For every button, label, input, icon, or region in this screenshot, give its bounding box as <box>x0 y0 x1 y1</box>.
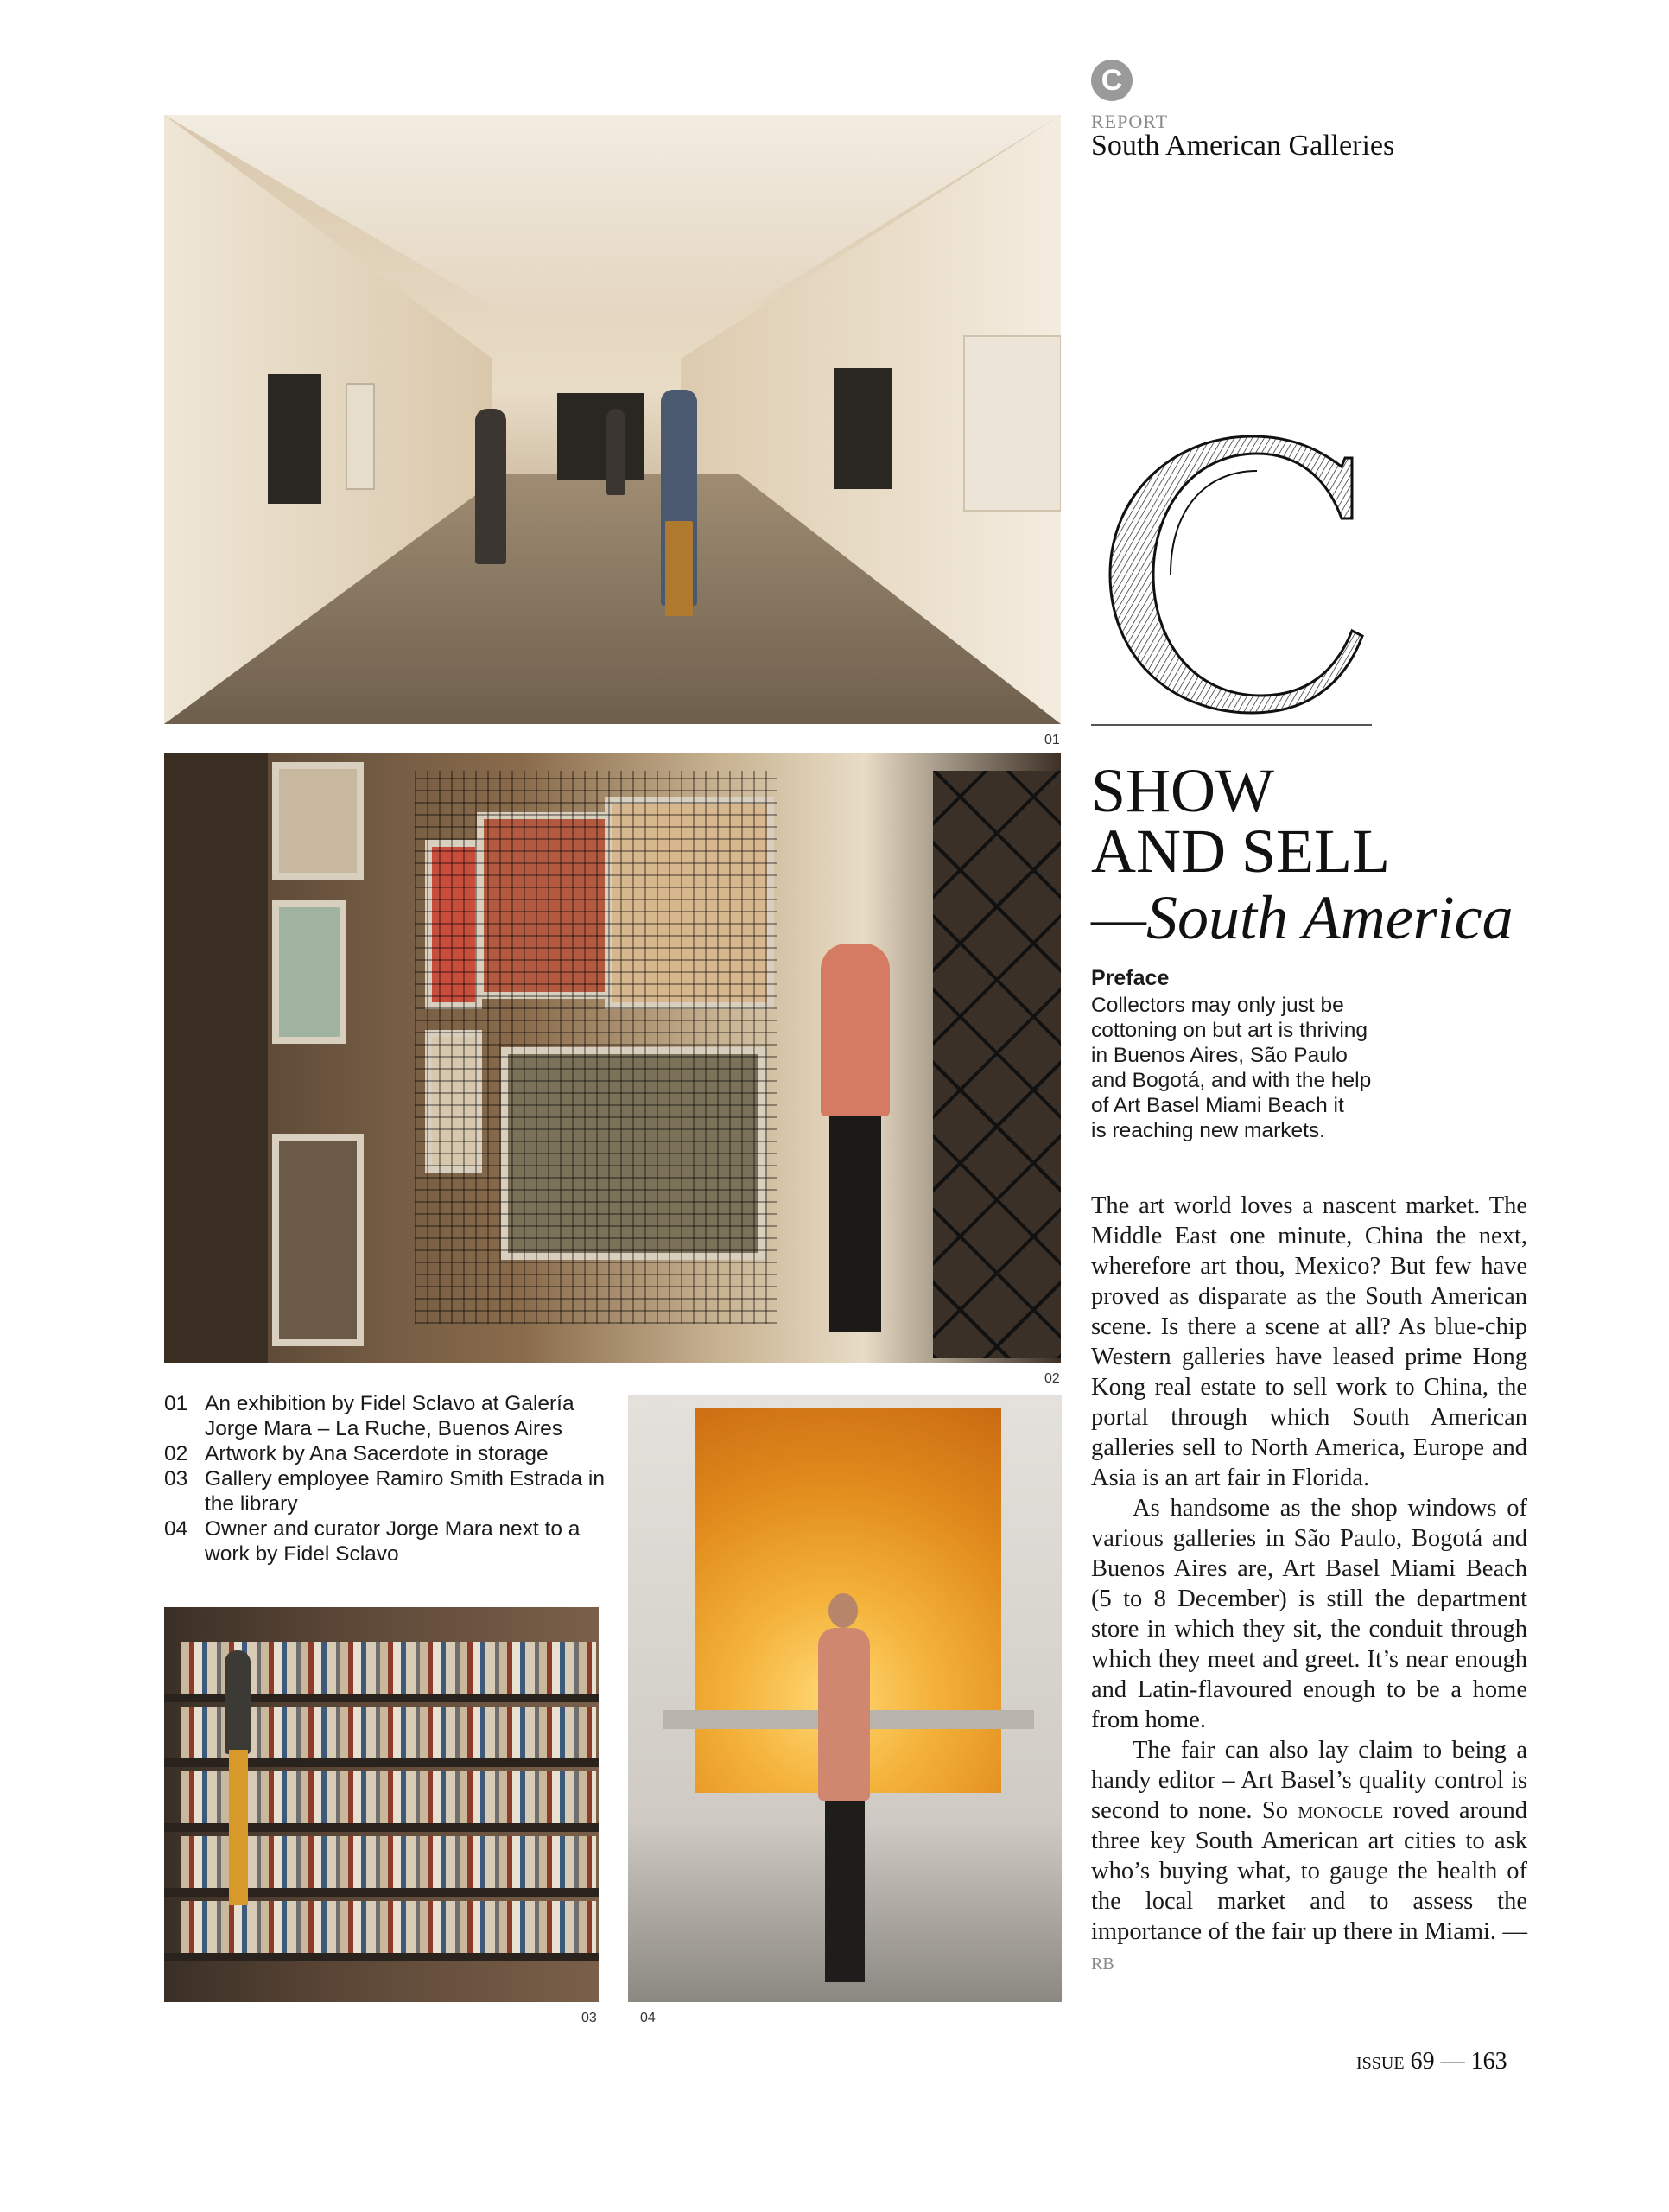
body-paragraph: The fair can also lay claim to being a handy editor – Art Basel’s quality control is second to none. So monocle roved around three key South American art cities to ask who’s buying what, to gauge the health of the local market and to assess the importance of the fair up there in Miami. — RB <box>1091 1737 1528 1974</box>
caption-item: 04 Owner and curator Jorge Mara next to a work by Fidel Sclavo <box>164 1517 581 1566</box>
brand-name: monocle <box>1298 1797 1384 1824</box>
caption-item: 01 An exhibition by Fidel Sclavo at Galería Jorge Mara – La Ruche, Buenos Aires <box>164 1392 574 1440</box>
section-label: REPORT <box>1091 111 1169 132</box>
body-paragraph: As handsome as the shop windows of various galleries in São Paulo, Bogotá and Buenos Aires are, Art Basel Miami Beach (5 to 8 December) is still the department store in which they sit, the conduit through which they meet and greet. It’s near enough and Latin-flavoured enough to be a home from home. <box>1091 1495 1527 1733</box>
body-paragraph: The art world loves a nascent market. The Middle East one minute, China the next, wherefore art thou, Mexico? But few have proved as disparate as the South American scene. Is there a scene at all? As blue-chip Western galleries have leased prime Hong Kong real estate to sell work to China, the portal through which South American galleries sell to North America, Europe and Asia is an art fair in Florida. <box>1091 1192 1527 1491</box>
preface-label: Preface <box>1091 966 1170 990</box>
photo-library <box>164 1607 599 2002</box>
page-folio: issue 69 — 163 <box>1356 2048 1507 2075</box>
author-initials: RB <box>1091 1955 1114 1974</box>
preface-text: Collectors may only just be cottoning on but art is thriving in Buenos Aires, São Paulo and Bogotá, and with the help of Art Basel Miami Beach it is reaching new markets. <box>1091 994 1372 1142</box>
drop-cap-c-icon <box>1093 423 1387 717</box>
photo-number-03: 03 <box>581 2011 597 2025</box>
photo-orange-painting <box>628 1395 1062 2002</box>
photo-captions <box>164 1391 613 1567</box>
photo-number-04: 04 <box>640 2011 656 2025</box>
photo-number-02: 02 <box>1044 1371 1060 1386</box>
section-c-icon: C <box>1091 60 1133 101</box>
article-headline: SHOW AND SELL <box>1091 756 1390 886</box>
photo-number-01: 01 <box>1044 733 1060 747</box>
article-headline-subtitle: —South America <box>1091 883 1514 952</box>
photo-gallery-exhibition <box>164 115 1061 724</box>
divider-rule <box>1091 724 1372 726</box>
article-body <box>1091 1191 1527 1980</box>
photo-artwork-storage <box>164 753 1061 1363</box>
section-title: South American Galleries <box>1091 130 1395 162</box>
caption-item: 02 Artwork by Ana Sacerdote in storage <box>164 1442 549 1465</box>
caption-item: 03 Gallery employee Ramiro Smith Estrada in the library <box>164 1467 605 1516</box>
